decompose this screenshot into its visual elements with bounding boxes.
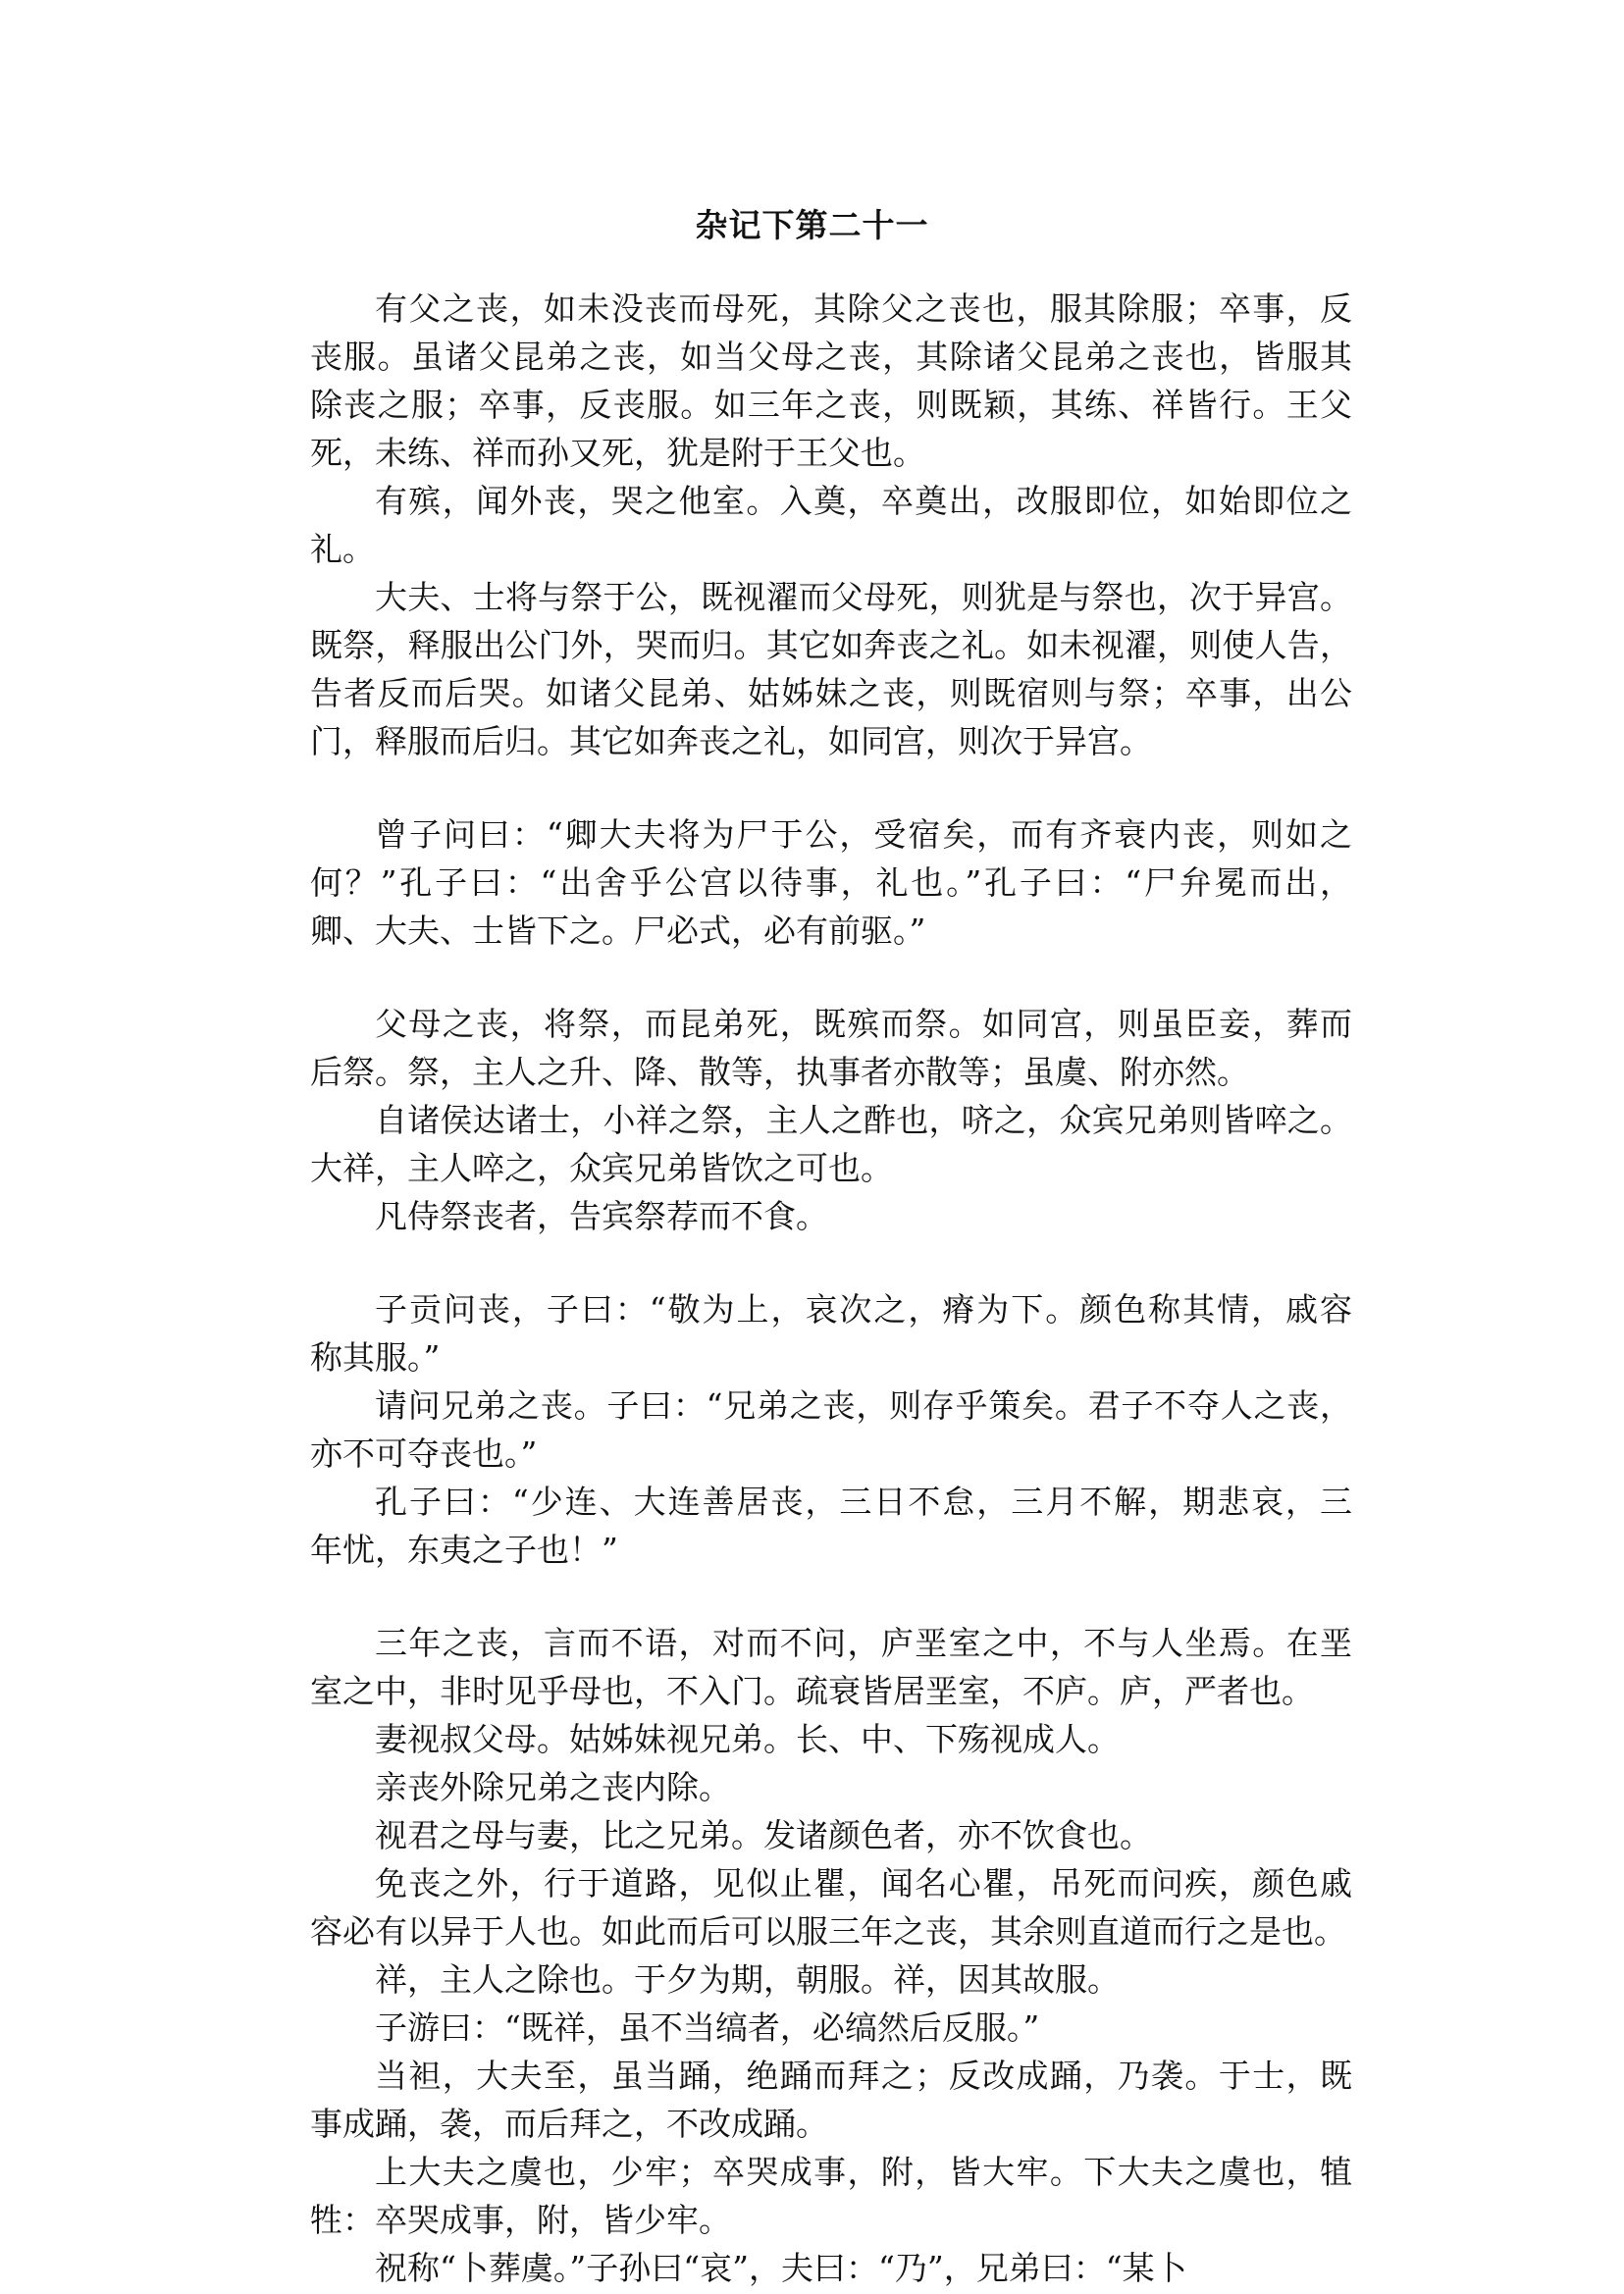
paragraph (310, 1096, 1352, 1192)
text-line: 有殡，闻外丧，哭之他室。入奠，卒奠出，改服即位，如始即位之 (375, 482, 1352, 520)
text-line: 牲：卒哭成事，附，皆少牢。 (310, 2201, 731, 2239)
paragraph (310, 1619, 1352, 1715)
paragraph (310, 1382, 1352, 1478)
paragraph (310, 1192, 1352, 1240)
paragraph (310, 573, 1352, 765)
paragraph (310, 1715, 1352, 1763)
text-line: 孔子曰：“少连、大连善居丧，三日不怠，三月不解，期悲哀，三 (375, 1483, 1352, 1521)
paragraph (310, 2052, 1352, 2148)
paragraph (310, 1763, 1352, 1811)
paragraph (310, 810, 1352, 955)
text-line: 死，未练、祥而孙又死，犹是附于王父也。 (310, 434, 925, 472)
paragraph (310, 1811, 1352, 1859)
text-line: 亲丧外除兄弟之丧内除。 (375, 1768, 731, 1806)
text-line: 三年之丧，言而不语，对而不问，庐垩室之中，不与人坐焉。在垩 (375, 1624, 1352, 1662)
text-line: 自诸侯达诸士，小祥之祭，主人之酢也，哜之，众宾兄弟则皆啐之。 (375, 1101, 1352, 1139)
text-line: 曾子问曰：“卿大夫将为尸于公，受宿矣，而有齐衰内丧，则如之 (375, 815, 1352, 854)
paragraph (310, 1285, 1352, 1382)
text-line: 后祭。祭，主人之升、降、散等，执事者亦散等；虽虞、附亦然。 (310, 1053, 1249, 1091)
text-line: 事成踊，袭，而后拜之，不改成踊。 (310, 2105, 828, 2143)
text-line: 祝称“卜葬虞。”子孙曰“哀”，夫曰：“乃”，兄弟曰：“某卜 (375, 2249, 1187, 2287)
text-line: 大祥，主人啐之，众宾兄弟皆饮之可也。 (310, 1149, 893, 1187)
text-line: 父母之丧，将祭，而昆弟死，既殡而祭。如同宫，则虽臣妾，葬而 (375, 1005, 1352, 1043)
text-line: 请问兄弟之丧。子曰：“兄弟之丧，则存乎策矣。君子不夺人之丧， (375, 1386, 1352, 1425)
text-line: 年忧，东夷之子也！” (310, 1531, 618, 1569)
text-line: 祥，主人之除也。于夕为期，朝服。祥，因其故服。 (375, 1960, 1120, 1999)
text-line: 上大夫之虞也，少牢；卒哭成事，附，皆大牢。下大夫之虞也，犆 (375, 2153, 1352, 2191)
text-line: 亦不可夺丧也。” (310, 1434, 538, 1473)
paragraph (310, 1859, 1352, 1955)
paragraph (310, 2004, 1352, 2052)
paragraph (310, 285, 1352, 477)
paragraph (310, 1000, 1352, 1096)
document-body (310, 285, 1352, 2292)
text-line: 有父之丧，如未没丧而母死，其除父之丧也，服其除服；卒事，反 (375, 289, 1352, 328)
paragraph (310, 1955, 1352, 2004)
text-line: 大夫、士将与祭于公，既视濯而父母死，则犹是与祭也，次于异宫。 (375, 578, 1352, 616)
text-line: 称其服。” (310, 1338, 441, 1377)
text-line: 妻视叔父母。姑姊妹视兄弟。长、中、下殇视成人。 (375, 1720, 1120, 1758)
text-line: 当袒，大夫至，虽当踊，绝踊而拜之；反改成踊，乃袭。于士，既 (375, 2057, 1352, 2095)
text-line: 卿、大夫、士皆下之。尸必式，必有前驱。” (310, 912, 926, 950)
text-line: 何？”孔子曰：“出舍乎公宫以待事，礼也。”孔子曰：“尸弁冕而出， (310, 863, 1352, 902)
text-line: 礼。 (310, 530, 375, 568)
text-line: 容必有以异于人也。如此而后可以服三年之丧，其余则直道而行之是也。 (310, 1912, 1346, 1951)
text-line: 丧服。虽诸父昆弟之丧，如当父母之丧，其除诸父昆弟之丧也，皆服其 (310, 338, 1352, 376)
text-line: 门，释服而后归。其它如奔丧之礼，如同宫，则次于异宫。 (310, 722, 1152, 760)
text-line: 既祭，释服出公门外，哭而归。其它如奔丧之礼。如未视濯，则使人告， (310, 626, 1352, 664)
text-line: 除丧之服；卒事，反丧服。如三年之丧，则既颖，其练、祥皆行。王父 (310, 386, 1352, 424)
paragraph (310, 477, 1352, 573)
text-line: 视君之母与妻，比之兄弟。发诸颜色者，亦不饮食也。 (375, 1816, 1152, 1854)
paragraph (310, 2244, 1352, 2292)
text-line: 告者反而后哭。如诸父昆弟、姑姊妹之丧，则既宿则与祭；卒事，出公 (310, 674, 1352, 712)
document-title: 杂记下第二十一 (695, 206, 929, 244)
text-line: 免丧之外，行于道路，见似止瞿，闻名心瞿，吊死而问疾，颜色戚 (375, 1864, 1352, 1903)
text-line: 室之中，非时见乎母也，不入门。疏衰皆居垩室，不庐。庐，严者也。 (310, 1672, 1314, 1710)
text-line: 子游曰：“既祥，虽不当缟者，必缟然后反服。” (375, 2008, 1040, 2047)
text-line: 子贡问丧，子曰：“敬为上，哀次之，瘠为下。颜色称其情，戚容 (375, 1290, 1352, 1329)
paragraph (310, 2148, 1352, 2244)
paragraph (310, 1478, 1352, 1574)
text-line: 凡侍祭丧者，告宾祭荐而不食。 (375, 1197, 828, 1235)
